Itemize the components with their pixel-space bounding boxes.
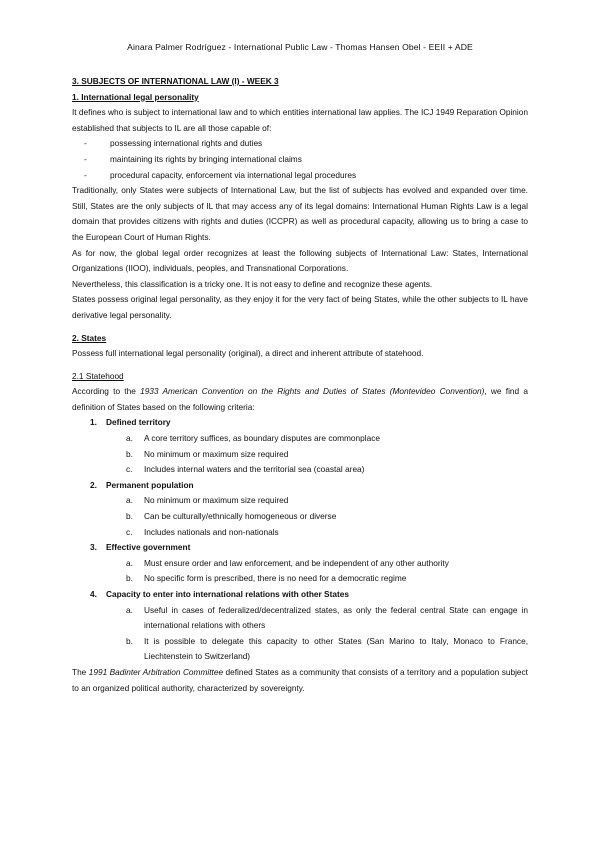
dash-bullet: - [84,169,87,180]
list-item [72,168,528,184]
criterion-item: a. A core territory suffices, as boundary disputes are commonplace [126,433,380,444]
section-title: 3. SUBJECTS OF INTERNATIONAL LAW (I) - WEEK 3 [72,76,279,86]
criterion-item: b. It is possible to delegate this capacity to other States (San Marino to Italy, Monaco to France, Liechtenstein to Switzerland) [126,635,528,662]
criterion-item: c. Includes nationals and non-nationals [126,526,279,537]
heading-legal-personality: 1. International legal personality [72,91,199,102]
citation-montevideo: 1933 American Convention on the Rights and Duties of States (Montevideo Convention) [140,386,485,397]
paragraph: States possess original legal personality, as they enjoy it for the very fact of being States, while the other subjects to IL have derivative legal personality. [72,294,528,320]
heading-statehood: 2.1 Statehood [72,370,124,381]
paragraph: As for now, the global legal order recognizes at least the following subjects of International Law: States, International Organizations (IIOO), individuals, peoples, and Transnational Corporations. [72,247,528,274]
list-item-text: maintaining its rights by bringing international claims [110,153,302,164]
criterion-item: a. Must ensure order and law enforcement, and be independent of any other authority [126,557,449,568]
paragraph: Possess full international legal personality (original), a direct and inherent attribute of statehood. [72,348,424,359]
list-item [72,136,528,152]
criterion-item: a. Useful in cases of federalized/decentralized states, as only the federal central State can engage in international relations with others [126,604,528,631]
list-item-text: procedural capacity, enforcement via international legal procedures [110,169,357,180]
criterion-heading: 3. Effective government [90,542,191,553]
criterion-item: b. No minimum or maximum size required [126,448,289,459]
document-body [72,74,528,696]
paragraph: Nevertheless, this classification is a tricky one. It is not easy to define and recognize these agents. [72,278,433,289]
criterion-item: c. Includes internal waters and the territorial sea (coastal area) [126,464,365,475]
paragraph-badinter: The 1991 Badinter Arbitration Committee defined States as a community that consists of a territory and a population subject to an organized political authority, characterized by sovereignty. [72,666,528,693]
dash-bullet: - [84,138,87,149]
criterion-heading: 4. Capacity to enter into international relations with other States [90,589,349,599]
list-item [72,152,528,168]
criterion-item: b. No specific form is prescribed, there is no need for a democratic regime [126,573,407,584]
heading-states: 2. States [72,332,107,343]
criterion-item: a. No minimum or maximum size required [126,495,289,506]
paragraph-montevideo: According to the 1933 American Convention on the Rights and Duties of States (Montevideo Convention), we find a definition of States based on the following criteria: [72,386,529,412]
paragraph: Traditionally, only States were subjects of International Law, but the list of subjects has evolved and expanded over time. Still, States are the only subjects of IL that may access any of its legal domains: International Human Rights Law is a legal domain that provides citizens with rights and duties (ICCPR) as well as procedural capacity, allowing us to bring a case to the European Court of Human Rights. [72,185,528,242]
criterion-item: b. Can be culturally/ethnically homogeneous or diverse [126,511,337,522]
dash-bullet: - [84,153,87,164]
criterion-heading: 1. Defined territory [90,417,171,428]
paragraph-intro: It defines who is subject to international law and to which entities international law applies. The ICJ 1949 Reparation Opinion established that subjects to IL are all those capable of: [72,107,528,133]
list-item-text: possessing international rights and duties [110,138,263,149]
page-header: Ainara Palmer Rodríguez - International Public Law - Thomas Hansen Obel - EEII + ADE [127,42,473,52]
criterion-heading: 2. Permanent population [90,479,194,490]
citation-badinter: 1991 Badinter Arbitration Committee [88,666,224,677]
